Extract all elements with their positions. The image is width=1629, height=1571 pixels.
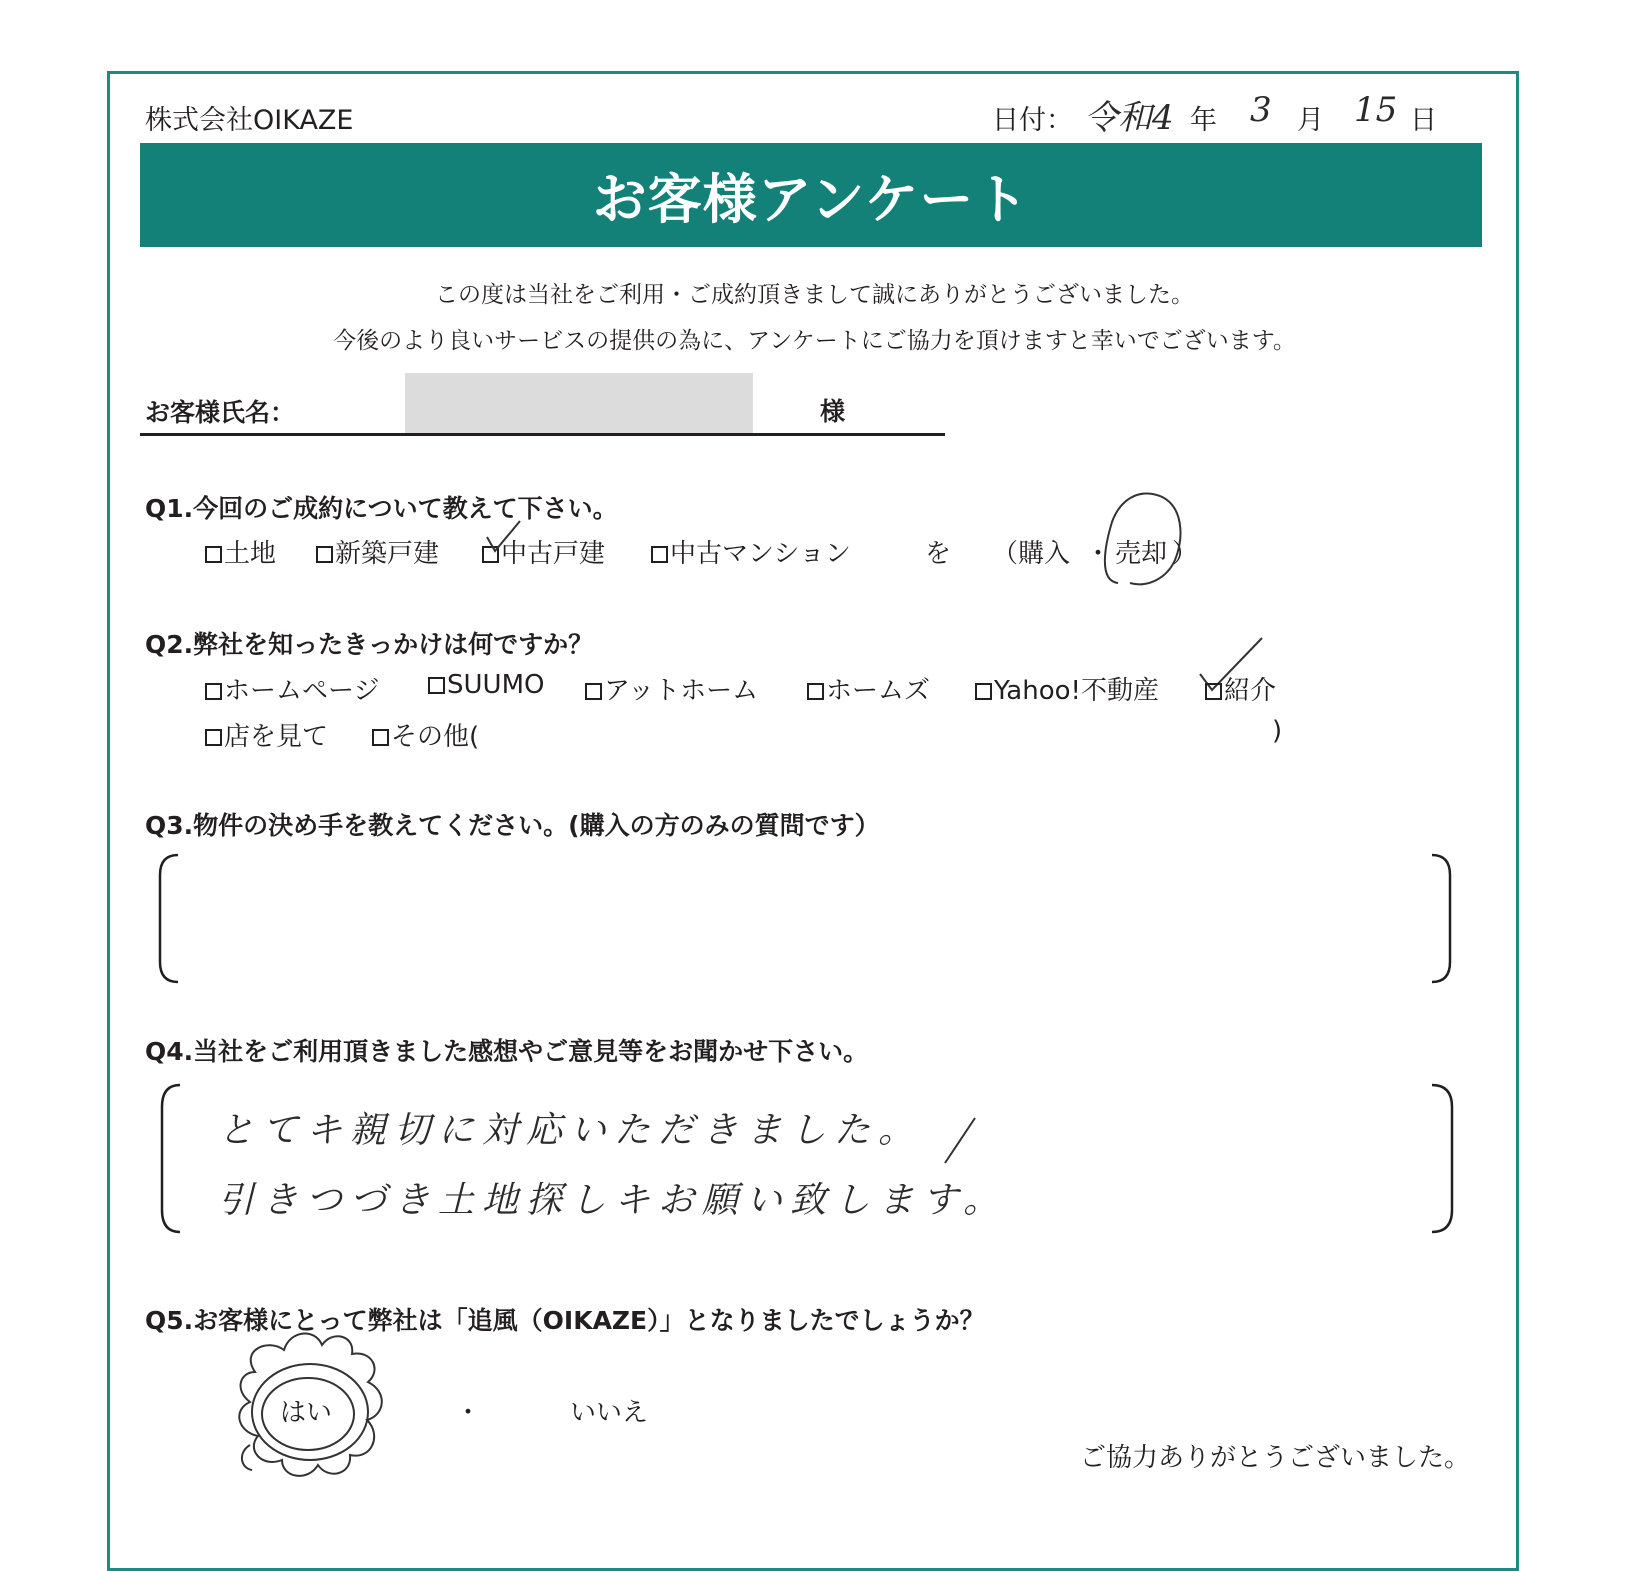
q5-dot: ・ (455, 1398, 482, 1428)
q5-option-yes[interactable]: はい (280, 1398, 333, 1428)
q2-option-yahoo[interactable]: Yahoo!不動産 (975, 670, 1159, 707)
date-day-suffix: 日 (1410, 105, 1437, 136)
q4-answer-line-2: 引きつづき土地探しキお願い致します。 (218, 1180, 1008, 1221)
q1-option-used-condo[interactable]: 中古マンション (651, 533, 851, 570)
q1-purchase[interactable]: 購入 (1018, 539, 1071, 569)
date-day: 15 (1354, 90, 1398, 130)
q2-option-suumo[interactable]: SUUMO (428, 670, 544, 700)
q1-option-land[interactable]: 土地 (205, 533, 276, 570)
checkbox[interactable] (372, 729, 389, 746)
q3-question: Q3.物件の決め手を教えてください。(購入の方のみの質問です） (145, 811, 880, 840)
intro-line-1: この度は当社をご利用・ご成約頂きまして誠にありがとうございました。 (435, 282, 1194, 308)
thanks-message: ご協力ありがとうございました。 (1080, 1443, 1471, 1473)
q1-dot: ・ (1085, 539, 1112, 569)
q2-option-homes[interactable]: ホームズ (807, 670, 930, 707)
q4-answer-line-1: とてキ親切に対応いただきました。 (218, 1110, 923, 1151)
q2-question: Q2.弊社を知ったきっかけは何ですか？ (145, 630, 594, 659)
q1-check-mark (487, 521, 520, 551)
checkbox[interactable] (205, 729, 222, 746)
q2-option-homepage[interactable]: ホームページ (205, 670, 379, 707)
q1-option-new-house[interactable]: 新築戸建 (316, 533, 439, 570)
checkbox[interactable] (585, 683, 602, 700)
date-label: 日付： (992, 105, 1073, 136)
q3-answer-box[interactable] (150, 852, 1460, 987)
q1-paren-close: ） (1172, 539, 1199, 569)
date-year-suffix: 年 (1190, 105, 1217, 136)
q4-question: Q4.当社をご利用頂きました感想やご意見等をお聞かせ下さい。 (145, 1037, 869, 1066)
q5-question: Q5.お客様にとって弊社は「追風（OIKAZE）」となりましたでしょうか？ (145, 1306, 985, 1335)
date-month: 3 (1250, 90, 1272, 130)
intro-line-2: 今後のより良いサービスの提供の為に、アンケートにご協力を頂けますと幸いでございます。 (333, 328, 1296, 354)
checkbox[interactable] (428, 677, 445, 694)
q2-option-other[interactable]: その他( (372, 716, 479, 753)
checkbox[interactable] (975, 683, 992, 700)
q1-option-used-house[interactable]: 中古戸建 (482, 533, 605, 570)
date-era-year: 令和4 (1084, 98, 1174, 138)
q1-question: Q1.今回のご成約について教えて下さい。 (145, 494, 618, 523)
q2-option-referral[interactable]: 紹介 (1205, 670, 1276, 707)
q2-other-close-paren: ) (1272, 716, 1283, 746)
honorific: 様 (820, 397, 846, 426)
company-name: 株式会社OIKAZE (145, 105, 354, 136)
date-month-suffix: 月 (1297, 105, 1324, 136)
checkbox[interactable] (807, 683, 824, 700)
survey-title-banner: お客様アンケート (140, 143, 1482, 247)
q1-paren-open: （ (992, 539, 1019, 569)
checkbox[interactable] (205, 683, 222, 700)
checkbox-checked[interactable] (1205, 683, 1222, 700)
q2-option-store[interactable]: 店を見て (205, 716, 328, 753)
q2-option-athome[interactable]: アットホーム (585, 670, 758, 707)
q1-particle: を (925, 539, 952, 569)
q5-option-no[interactable]: いいえ (570, 1398, 649, 1428)
q1-sale[interactable]: 売却 (1115, 539, 1168, 569)
q1-sale-circle (1105, 494, 1181, 585)
customer-name-label: お客様氏名： (145, 398, 296, 427)
